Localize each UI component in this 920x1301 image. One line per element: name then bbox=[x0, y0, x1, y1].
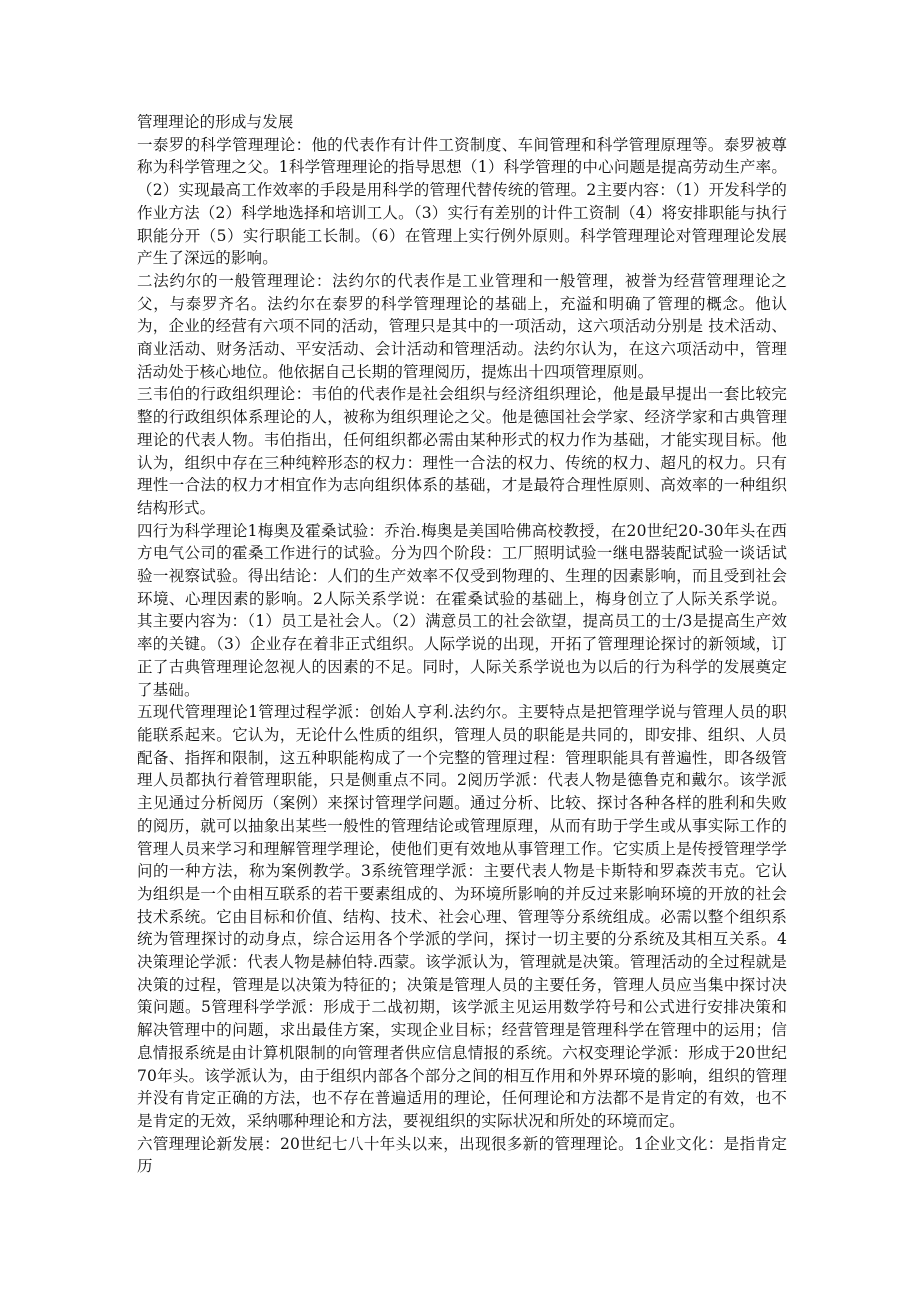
section-taylor-scientific-management: 一泰罗的科学管理理论：他的代表作有计件工资制度、车间管理和科学管理原理等。泰罗被尊称为科学管理之父。1科学管理理论的指导思想（1）科学管理的中心问题是提高劳动生产率。（2）实现最高工作效率的手段是用科学的管理代替传统的管理。2主要内容：（1）开发科学的作业方法（2）科学地选择和培训工人。（3）实行有差别的计件工资制（4）将安排职能与执行职能分开（5）实行职能工长制。（6）在管理上实行例外原则。科学管理理论对管理理论发展产生了深远的影响。 bbox=[137, 135, 787, 268]
section-fayol-general-management: 二法约尔的一般管理理论：法约尔的代表作是工业管理和一般管理，被誉为经营管理理论之父，与泰罗齐名。法约尔在泰罗的科学管理理论的基础上，充溢和明确了管理的概念。他认为，企业的经营有六项不同的活动，管理只是其中的一项活动，这六项活动分别是 技术活动、商业活动、财务活动、平安活动、会计活动和管理活动。法约尔认为，在这六项活动中，管理活动处于核心地位。他依据自己长期的管理阅历，提炼出十四项管理原则。 bbox=[137, 271, 787, 381]
document-title: 管理理论的形成与发展 bbox=[137, 113, 294, 131]
section-new-developments: 六管理理论新发展：20世纪七八十年头以来，出现很多新的管理理论。1企业文化：是指肯定历 bbox=[137, 1134, 787, 1176]
section-modern-management-theory: 五现代管理理论1管理过程学派：创始人亨利.法约尔。主要特点是把管理学说与管理人员的职能联系起来。它认为，无论什么性质的组织，管理人员的职能是共同的，即安排、组织、人员配备、指挥和限制，这五种职能构成了一个完整的管理过程：管理职能具有普遍性，即各级管理人员都执行着管理职能，只是侧重点不同。2阅历学派：代表人物是德鲁克和戴尔。该学派主见通过分析阅历（案例）来探讨管理学问题。通过分析、比较、探讨各种各样的胜利和失败的阅历，就可以抽象出某些一般性的管理结论或管理原理，从而有助于学生或从事实际工作的管理人员来学习和理解管理学理论，使他们更有效地从事管理工作。它实质上是传授管理学学问的一种方法，称为案例教学。3系统管理学派：主要代表人物是卡斯特和罗森茨韦克。它认为组织是一个由相互联系的若干要素组成的、为环境所影响的并反过来影响环境的开放的社会技术系统。它由目标和价值、结构、技术、社会心理、管理等分系统组成。必需以整个组织系统为管理探讨的动身点，综合运用各个学派的学问，探讨一切主要的分系统及其相互关系。4决策理论学派：代表人物是赫伯特.西蒙。该学派认为，管理就是决策。管理活动的全过程就是决策的过程，管理是以决策为特征的；决策是管理人员的主要任务，管理人员应当集中探讨决策问题。5管理科学学派：形成于二战初期，该学派主见运用数学符号和公式进行安排决策和解决管理中的问题，求出最佳方案，实现企业目标；经营管理是管理科学在管理中的运用；信息情报系统是由计算机限制的向管理者供应信息情报的系统。六权变理论学派：形成于20世纪70年头。该学派认为，由于组织内部各个部分之间的相互作用和外界环境的影响，组织的管理并没有肯定正确的方法，也不存在普遍适用的理论，任何理论和方法都不是肯定的有效，也不是肯定的无效，采纳哪种理论和方法，要视组织的实际状况和所处的环境而定。 bbox=[137, 703, 787, 1130]
document-body bbox=[137, 111, 787, 1178]
section-weber-administrative-organization: 三韦伯的行政组织理论：韦伯的代表作是社会组织与经济组织理论，他是最早提出一套比较完整的行政组织体系理论的人，被称为组织理论之父。他是德国社会学家、经济学家和古典管理理论的代表人物。韦伯指出，任何组织都必需由某种形式的权力作为基础，才能实现目标。他认为，组织中存在三种纯粹形态的权力：理性一合法的权力、传统的权力、超凡的权力。只有理性一合法的权力才相宜作为志向组织体系的基础，才是最符合理性原则、高效率的一种组织结构形式。 bbox=[137, 385, 787, 517]
section-behavioral-science: 四行为科学理论1梅奥及霍桑试验：乔治.梅奥是美国哈佛高校教授，在20世纪20-30年头在西方电气公司的霍桑工作进行的试验。分为四个阶段：工厂照明试验一继电器装配试验一谈话试验一视察试验。得出结论：人们的生产效率不仅受到物理的、生理的因素影响，而且受到社会环境、心理因素的影响。2人际关系学说：在霍桑试验的基础上，梅身创立了人际关系学说。其主要内容为：（1）员工是社会人。（2）满意员工的社会欲望，提高员工的士/3是提高生产效率的关键。（3）企业存在着非正式组织。人际学说的出现，开拓了管理理论探讨的新领域，订正了古典管理理论忽视人的因素的不足。同时，人际关系学说也为以后的行为科学的发展奠定了基础。 bbox=[137, 521, 787, 699]
